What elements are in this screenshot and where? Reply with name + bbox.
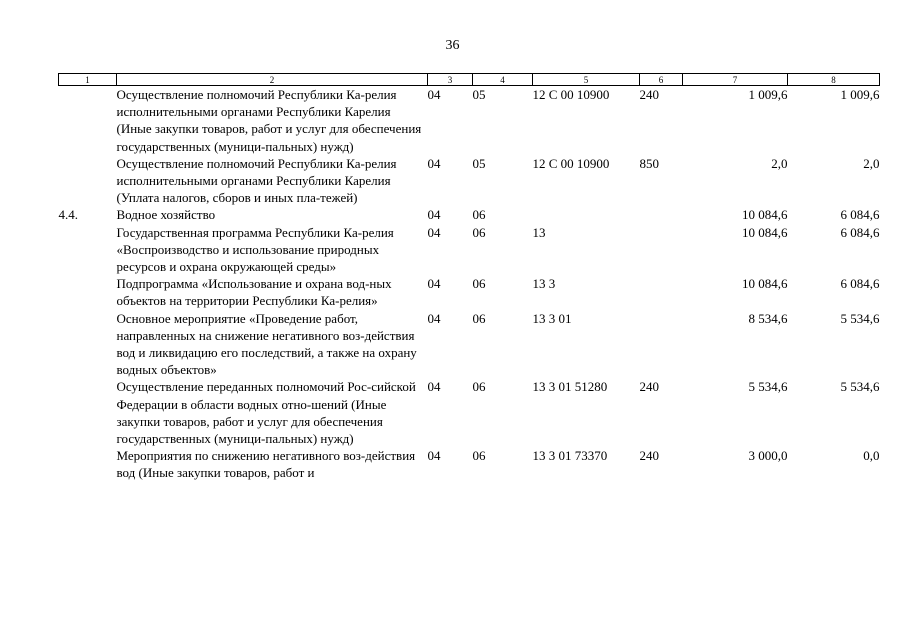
budget-table — [58, 73, 880, 482]
amount-year-2: 5 534,6 — [840, 379, 880, 395]
item-name: Водное хозяйство — [116, 207, 216, 223]
expense-type-code — [640, 224, 683, 276]
amount-year-2: 6 084,6 — [840, 276, 880, 292]
table-row — [59, 275, 880, 309]
amount-year-1: 10 084,6 — [742, 207, 788, 223]
subsection-code: 05 — [472, 87, 486, 102]
amount-year-1: 10 084,6 — [742, 276, 788, 292]
table-row — [59, 310, 880, 379]
item-name: Мероприятия по снижению негативного воз-действия вод (Иные закупки товаров, работ и — [116, 448, 416, 481]
amount-year-1: 5 534,6 — [748, 379, 788, 395]
subsection-code: 05 — [472, 155, 486, 171]
expense-type-code: 240 — [639, 87, 659, 102]
section-code: 04 — [427, 155, 441, 171]
section-code: 04 — [427, 276, 441, 292]
table-row — [59, 155, 880, 207]
subsection-code: 06 — [472, 310, 486, 326]
column-number: 5 — [533, 74, 640, 86]
column-number: 4 — [473, 74, 533, 86]
row-number — [59, 155, 117, 207]
target-article-code: 12 С 00 10900 — [532, 87, 610, 102]
column-number: 1 — [59, 74, 117, 86]
target-article-code: 13 3 01 51280 — [532, 379, 608, 395]
section-code: 04 — [427, 379, 441, 395]
column-number: 3 — [428, 74, 473, 86]
column-number: 2 — [117, 74, 428, 86]
expense-type-code — [640, 206, 683, 223]
amount-year-2: 1 009,6 — [840, 87, 880, 102]
amount-year-1: 3 000,0 — [748, 448, 788, 464]
subsection-code: 06 — [472, 224, 486, 240]
subsection-code: 06 — [472, 448, 486, 464]
page-number: 36 — [445, 38, 460, 53]
amount-year-1: 1 009,6 — [748, 87, 788, 102]
row-number — [59, 447, 117, 481]
expense-type-code — [640, 275, 683, 309]
section-code: 04 — [427, 310, 441, 326]
amount-year-2: 0,0 — [863, 448, 880, 464]
target-article-code: 13 3 01 — [532, 310, 572, 326]
row-number — [59, 310, 117, 379]
expense-type-code: 240 — [639, 448, 659, 464]
target-article-code — [533, 206, 640, 223]
subsection-code: 06 — [472, 207, 486, 223]
target-article-code: 13 — [532, 224, 546, 240]
table-row — [59, 206, 880, 223]
column-number: 7 — [683, 74, 788, 86]
amount-year-1: 10 084,6 — [742, 224, 788, 240]
column-number: 8 — [788, 74, 880, 86]
row-number — [59, 86, 117, 155]
target-article-code: 12 С 00 10900 — [532, 155, 610, 171]
amount-year-2: 5 534,6 — [840, 310, 880, 326]
target-article-code: 13 3 01 73370 — [532, 448, 608, 464]
target-article-code: 13 3 — [532, 276, 556, 292]
subsection-code: 06 — [472, 276, 486, 292]
item-name: Осуществление переданных полномочий Рос-сийской Федерации в области водных отно-шений (Иные закупки товаров, работ и услуг для обеспечения государственных (муници-пальных) нужд) — [116, 379, 416, 447]
subsection-code: 06 — [472, 379, 486, 395]
amount-year-2: 6 084,6 — [840, 207, 880, 223]
amount-year-1: 2,0 — [771, 155, 788, 171]
table-row — [59, 378, 880, 447]
item-name: Основное мероприятие «Проведение работ, направленных на снижение негативного воз-действия вод и ликвидацию его последствий, а также на охрану водных объектов» — [116, 310, 417, 378]
table-row — [59, 447, 880, 481]
item-name: Подпрограмма «Использование и охрана вод-ных объектов на территории Республики Ка-релия» — [116, 276, 392, 309]
expense-type-code: 240 — [639, 379, 659, 395]
row-number — [59, 224, 117, 276]
item-name: Осуществление полномочий Республики Ка-релия исполнительными органами Республики Карелия (Иные закупки товаров, работ и услуг для обеспечения государственных (муници-пальных) нужд) — [116, 87, 422, 154]
section-code: 04 — [427, 224, 441, 240]
amount-year-1: 8 534,6 — [748, 310, 788, 326]
amount-year-2: 2,0 — [863, 155, 880, 171]
column-numbers-row — [59, 74, 880, 86]
row-number — [59, 378, 117, 447]
table-row — [59, 224, 880, 276]
column-number: 6 — [640, 74, 683, 86]
item-name: Государственная программа Республики Ка-релия «Воспроизводство и использование природных ресурсов и охрана окружающей среды» — [116, 224, 394, 275]
expense-type-code — [640, 310, 683, 379]
expense-type-code: 850 — [639, 155, 659, 171]
row-number — [59, 275, 117, 309]
section-code: 04 — [427, 448, 441, 464]
amount-year-2: 6 084,6 — [840, 224, 880, 240]
section-code: 04 — [427, 207, 441, 223]
row-number: 4.4. — [58, 207, 78, 223]
section-code: 04 — [427, 87, 441, 102]
table-row — [59, 86, 880, 155]
item-name: Осуществление полномочий Республики Ка-релия исполнительными органами Республики Карелия (Уплата налогов, сборов и иных пла-тежей) — [116, 155, 397, 206]
